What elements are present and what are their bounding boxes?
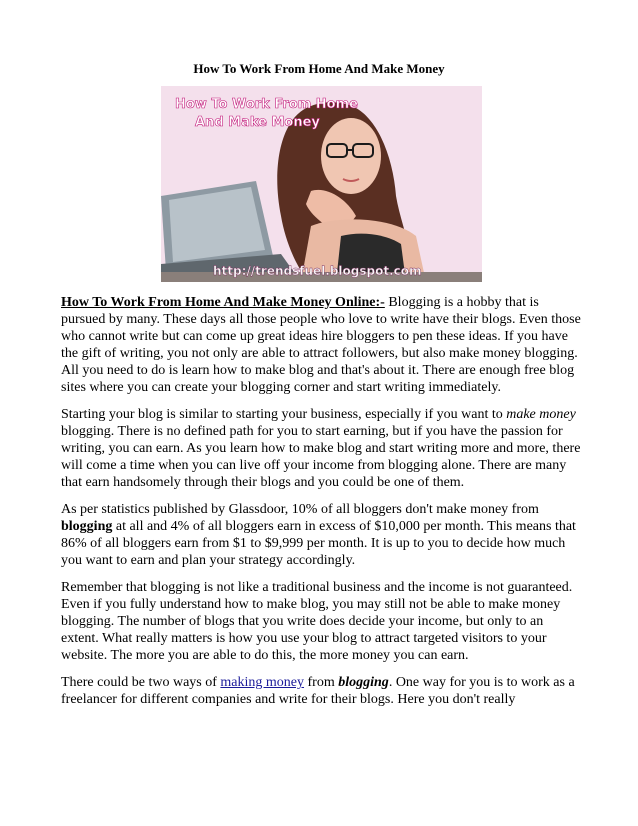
paragraph-4: Remember that blogging is not like a traditional business and the income is not guaranteed. Even if you fully understand how to make blog, you may still not be able to make money blogging. The number of blogs that you write does decide your income, but only to an extent. What really matters is how you use your blog to attract targeted visitors to your website. The more you are able to do this, the more money you can earn. (61, 580, 573, 663)
hero-overlay-line1: How To Work From Home (175, 97, 358, 112)
paragraph-2 (61, 406, 581, 491)
paragraph-2-text-a: Starting your blog is similar to starting your business, especially if you want to (61, 407, 507, 422)
paragraph-5-text-c: . One way for you is to work as a freelancer for different companies and write for their blogs. Here you don't really (61, 675, 575, 707)
paragraph-5 (61, 674, 581, 708)
making-money-link[interactable]: making money (220, 675, 305, 690)
hero-image (161, 86, 482, 282)
paragraph-1-text: Blogging is a hobby that is pursued by many. These days all those people who love to write have their blogs. Even those who cannot write but can come up great ideas hire bloggers to pen these ideas. If you have the gift of writing, you not only are able to attract followers, but also make money blogging. All you need to do is learn how to make blog and that's about it. There are enough free blog sites where you can create your blogging corner and start writing immediately. (61, 295, 581, 395)
emphasis-make-money: make money (506, 407, 576, 422)
paragraph-3-text-b: at all and 4% of all bloggers earn in excess of $10,000 per month. This means that 86% of all bloggers earn from $1 to $9,999 per month. It is up to you to decide how much you want to earn and plan your strategy accordingly. (61, 519, 576, 568)
paragraph-5-text-b: from (304, 675, 339, 690)
paragraph-1 (61, 294, 581, 396)
strong-em-blogging: blogging (338, 675, 389, 690)
hero-watermark: http://trendsfuel.blogspot.com (213, 264, 422, 278)
paragraph-2-text-b: blogging. There is no defined path for you to start earning, but if you have the passion for writing, you can earn. As you learn how to make blog and start writing more and more, there will come a time when you can live off your income from blogging alone. There are many that earn handsomely through their blogs and you could be one of them. (61, 424, 581, 490)
paragraph-3-text-a: As per statistics published by Glassdoor, 10% of all bloggers don't make money from (61, 502, 539, 517)
paragraph-5-text-a: There could be two ways of (61, 675, 221, 690)
hero-illustration (161, 86, 482, 282)
paragraph-3 (61, 501, 581, 569)
lead-heading: How To Work From Home And Make Money Online:- (61, 295, 385, 310)
article-body (61, 294, 581, 718)
hero-overlay-line2: And Make Money (195, 115, 320, 130)
strong-blogging: blogging (61, 519, 113, 534)
page-title: How To Work From Home And Make Money (193, 61, 445, 76)
